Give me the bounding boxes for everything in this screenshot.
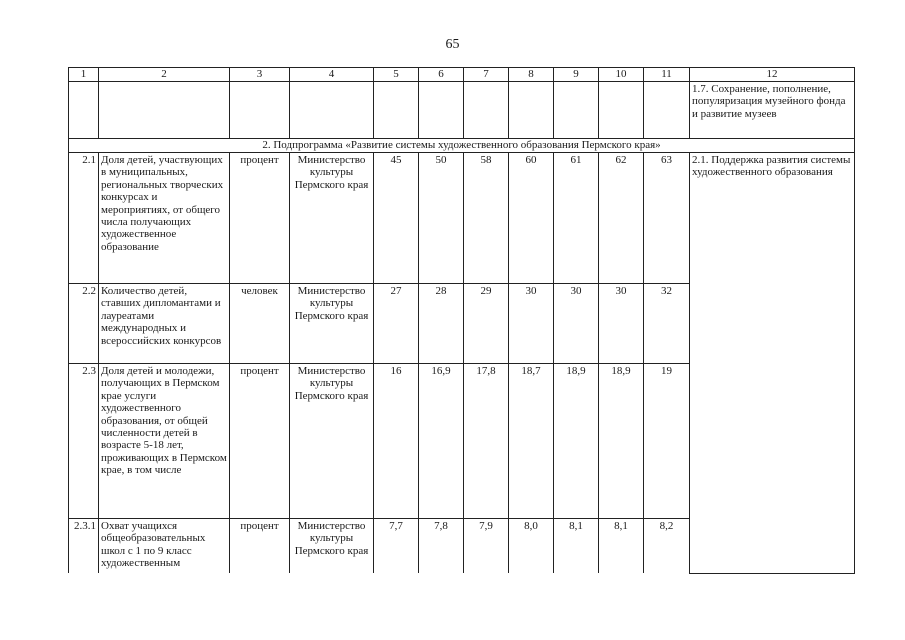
subprogram-row (69, 139, 855, 153)
value-cell: 7,9 (464, 519, 509, 574)
row-code: 2.3.1 (69, 519, 99, 574)
unit-cell: человек (230, 284, 290, 364)
unit-cell: процент (230, 364, 290, 519)
empty-cell (290, 82, 374, 139)
empty-cell (509, 82, 554, 139)
value-cell: 19 (644, 364, 690, 519)
value-cell: 7,8 (419, 519, 464, 574)
value-cell: 58 (464, 153, 509, 284)
page-number: 65 (445, 37, 460, 52)
column-number-cell: 10 (599, 68, 644, 82)
indicator-name: Доля детей и молодежи, получающих в Пермском крае услуги художественного образования, от общей численности детей в возрасте 5-18 лет, проживающих в Пермском крае, в том числе (99, 364, 230, 519)
value-cell: 16,9 (419, 364, 464, 519)
column-number-cell: 5 (374, 68, 419, 82)
value-cell: 30 (509, 284, 554, 364)
value-cell: 32 (644, 284, 690, 364)
value-cell: 61 (554, 153, 599, 284)
empty-cell (554, 82, 599, 139)
prev-section-row (69, 82, 855, 139)
executor-cell: Министерство культуры Пермского края (290, 519, 374, 574)
value-cell: 8,2 (644, 519, 690, 574)
column-number-cell: 12 (690, 68, 855, 82)
value-cell: 17,8 (464, 364, 509, 519)
empty-cell (419, 82, 464, 139)
value-cell: 8,0 (509, 519, 554, 574)
indicator-name: Доля детей, участвующих в муниципальных, региональных творческих конкурсах и мероприятиях, от общего числа получающих художественное образование (99, 153, 230, 284)
empty-cell (599, 82, 644, 139)
table-row (69, 153, 855, 284)
unit-cell: процент (230, 519, 290, 574)
empty-cell (644, 82, 690, 139)
empty-cell (69, 82, 99, 139)
executor-cell: Министерство культуры Пермского края (290, 364, 374, 519)
column-number-cell: 11 (644, 68, 690, 82)
empty-cell (230, 82, 290, 139)
value-cell: 29 (464, 284, 509, 364)
value-cell: 45 (374, 153, 419, 284)
column-number-cell: 1 (69, 68, 99, 82)
value-cell: 62 (599, 153, 644, 284)
value-cell: 8,1 (554, 519, 599, 574)
empty-cell (99, 82, 230, 139)
indicator-name: Охват учащихся общеобразовательных школ с 1 по 9 класс художественным (99, 519, 230, 574)
row-code: 2.2 (69, 284, 99, 364)
empty-cell (374, 82, 419, 139)
indicators-table (68, 67, 855, 574)
row-code: 2.1 (69, 153, 99, 284)
row-code: 2.3 (69, 364, 99, 519)
value-cell: 60 (509, 153, 554, 284)
value-cell: 28 (419, 284, 464, 364)
value-cell: 16 (374, 364, 419, 519)
indicator-name: Количество детей, ставших дипломантами и лауреатами международных и всероссийских конкурсов (99, 284, 230, 364)
value-cell: 18,9 (554, 364, 599, 519)
value-cell: 30 (554, 284, 599, 364)
column-number-cell: 7 (464, 68, 509, 82)
value-cell: 30 (599, 284, 644, 364)
value-cell: 7,7 (374, 519, 419, 574)
column-number-cell: 8 (509, 68, 554, 82)
empty-cell (464, 82, 509, 139)
column-number-cell: 2 (99, 68, 230, 82)
column-number-cell: 9 (554, 68, 599, 82)
column-number-cell: 4 (290, 68, 374, 82)
executor-cell: Министерство культуры Пермского края (290, 284, 374, 364)
executor-cell: Министерство культуры Пермского края (290, 153, 374, 284)
column-number-cell: 3 (230, 68, 290, 82)
goal-cell: 2.1. Поддержка развития системы художественного образования (690, 153, 855, 574)
goal-cell: 1.7. Сохранение, пополнение, популяризация музейного фонда и развитие музеев (690, 82, 855, 139)
value-cell: 18,9 (599, 364, 644, 519)
subprogram-title: 2. Подпрограмма «Развитие системы художественного образования Пермского края» (69, 139, 855, 153)
value-cell: 27 (374, 284, 419, 364)
value-cell: 63 (644, 153, 690, 284)
value-cell: 18,7 (509, 364, 554, 519)
unit-cell: процент (230, 153, 290, 284)
column-number-cell: 6 (419, 68, 464, 82)
value-cell: 50 (419, 153, 464, 284)
column-number-row (69, 68, 855, 82)
value-cell: 8,1 (599, 519, 644, 574)
